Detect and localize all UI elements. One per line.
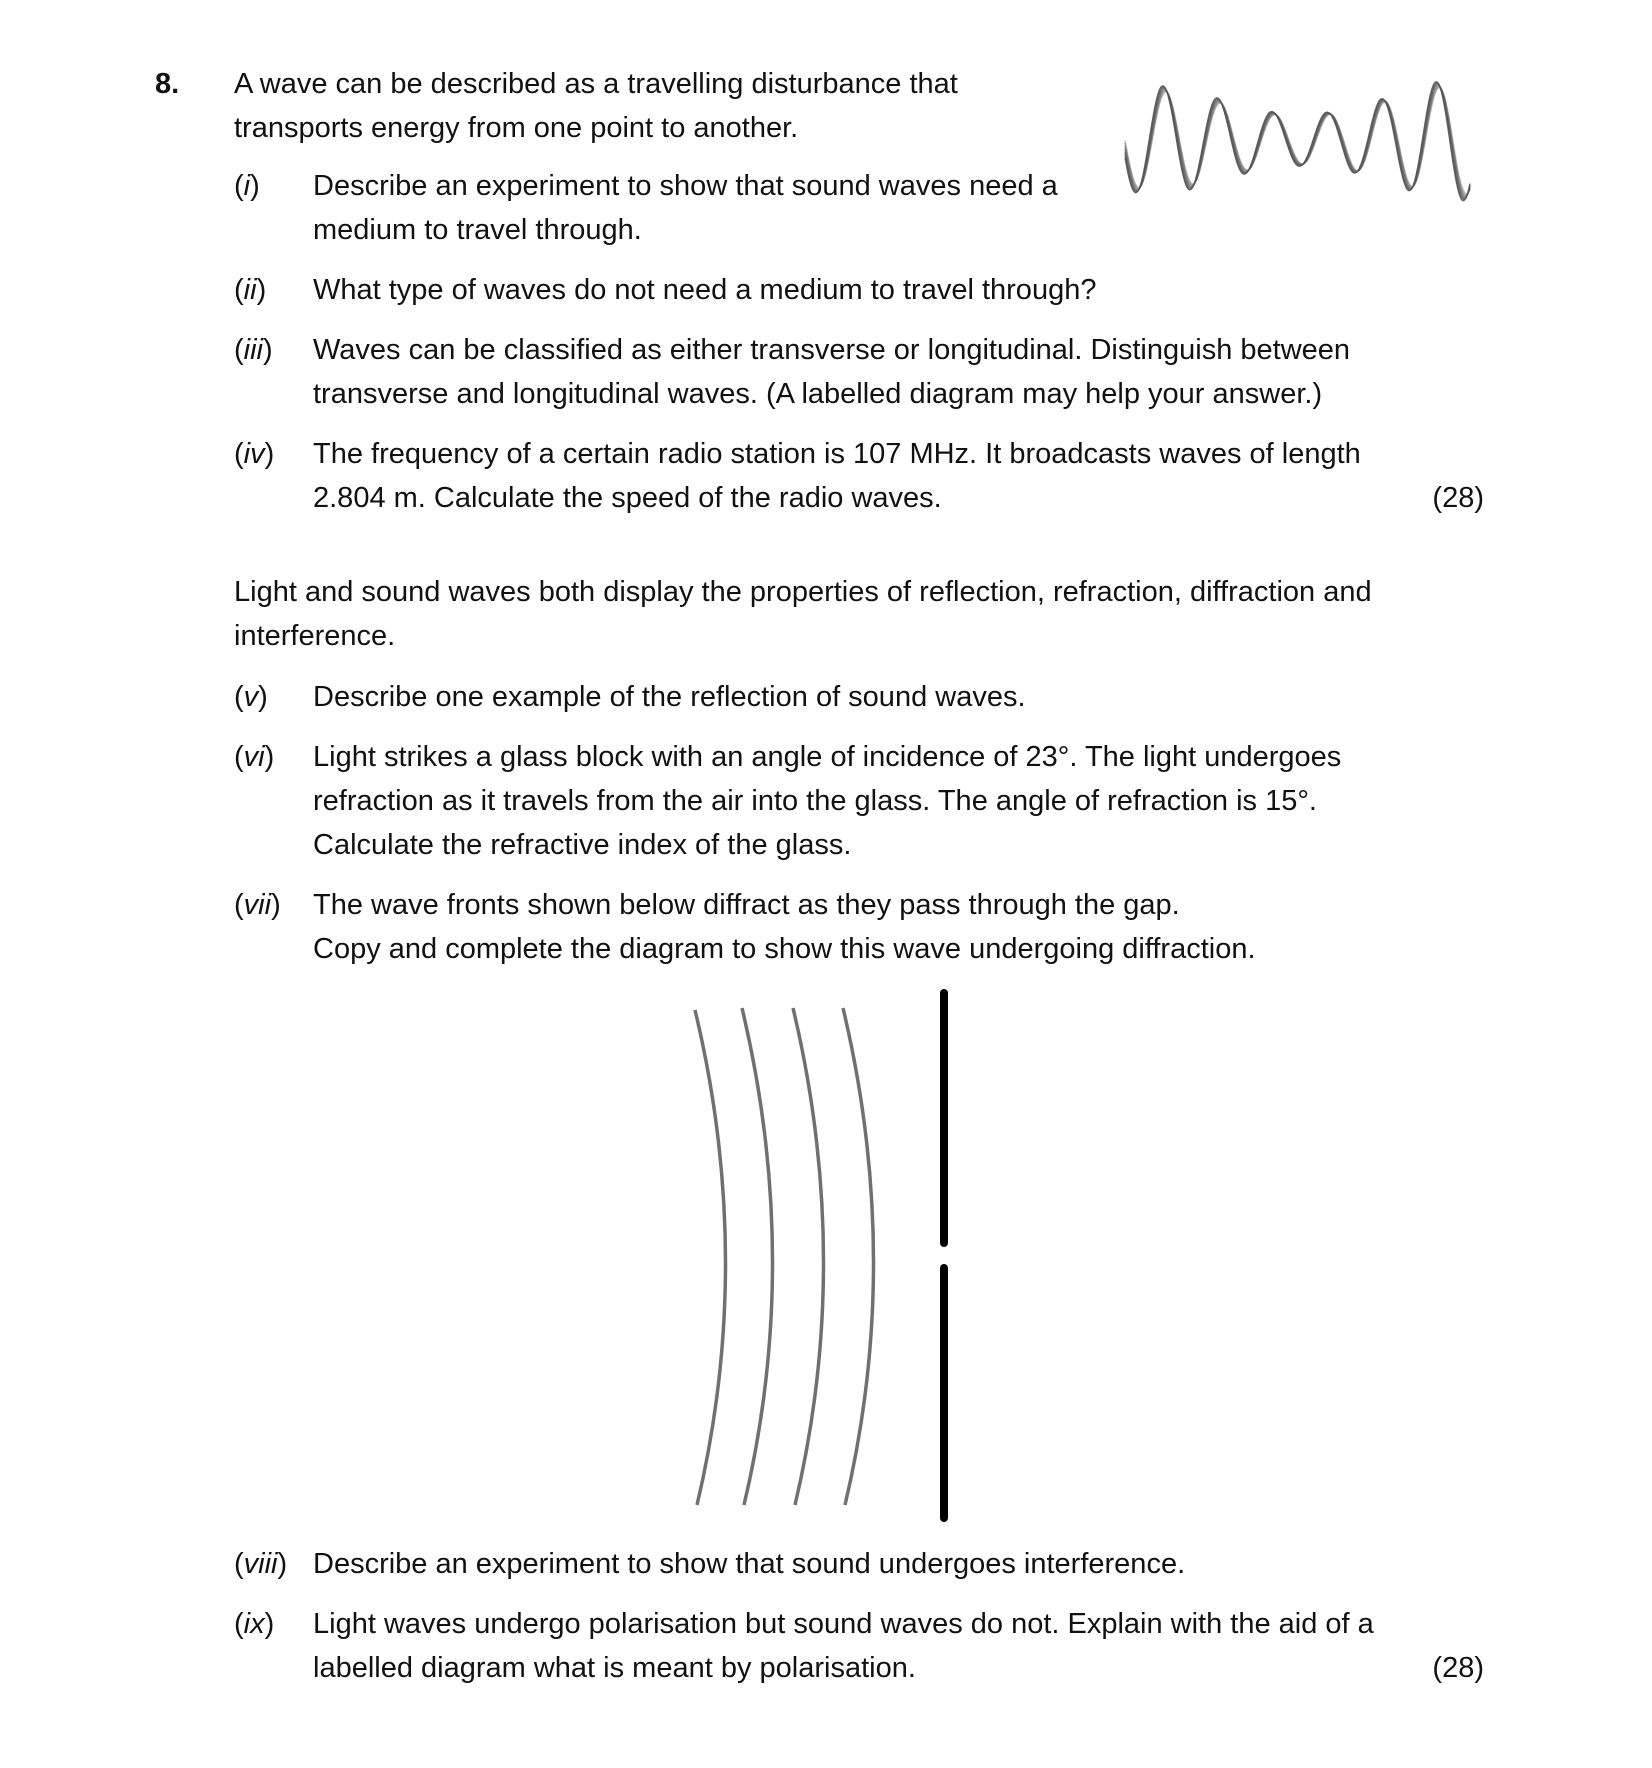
part-iv-line-1: The frequency of a certain radio station is 107 MHz. It broadcasts waves of length xyxy=(313,438,1361,470)
part-viii-line-1: Describe an experiment to show that sound undergoes interference. xyxy=(313,1548,1186,1580)
part-label-ix: (ix) xyxy=(234,1608,275,1640)
part-ix-line-1: Light waves undergo polarisation but sound waves do not. Explain with the aid of a xyxy=(313,1608,1374,1640)
part-label-vii: (vii) xyxy=(234,889,281,921)
part-i-line-1: Describe an experiment to show that sound waves need a xyxy=(313,170,1058,202)
part-label-iii: (iii) xyxy=(234,334,273,366)
part-i-line-2: medium to travel through. xyxy=(313,214,642,246)
section2-intro-line-1: Light and sound waves both display the properties of reflection, refraction, diffraction and xyxy=(234,576,1372,608)
part-vi-line-3: Calculate the refractive index of the glass. xyxy=(313,829,852,861)
intro-line-1: A wave can be described as a travelling disturbance that xyxy=(234,68,958,100)
question-number: 8. xyxy=(155,68,180,100)
part-iv-line-2: 2.804 m. Calculate the speed of the radio waves. xyxy=(313,482,942,514)
intro-line-2: transports energy from one point to another. xyxy=(234,112,799,144)
part-vii-line-2: Copy and complete the diagram to show this wave undergoing diffraction. xyxy=(313,933,1256,965)
part-label-vi: (vi) xyxy=(234,741,275,773)
part-label-i: (i) xyxy=(234,170,260,202)
marks-first-section: (28) xyxy=(1432,482,1484,514)
part-iii-line-1: Waves can be classified as either transverse or longitudinal. Distinguish between xyxy=(313,334,1351,366)
part-label-iv: (iv) xyxy=(234,438,275,470)
part-iii-line-2: transverse and longitudinal waves. (A labelled diagram may help your answer.) xyxy=(313,378,1323,410)
wavefront-2 xyxy=(742,1008,773,1505)
part-vi-line-1: Light strikes a glass block with an angle of incidence of 23°. The light undergoes xyxy=(313,741,1342,773)
wavefront-1 xyxy=(695,1010,726,1505)
part-label-v: (v) xyxy=(234,681,268,713)
part-v-line-1: Describe one example of the reflection of sound waves. xyxy=(313,681,1026,713)
part-label-viii: (viii) xyxy=(234,1548,288,1580)
part-ii-line-1: What type of waves do not need a medium to travel through? xyxy=(313,274,1097,306)
section2-intro-line-2: interference. xyxy=(234,620,396,652)
part-vii-line-1: The wave fronts shown below diffract as they pass through the gap. xyxy=(313,889,1180,921)
part-label-ii: (ii) xyxy=(234,274,267,306)
wavefront-4 xyxy=(843,1008,874,1505)
part-ix-line-2: labelled diagram what is meant by polarisation. xyxy=(313,1652,916,1684)
wavefront-3 xyxy=(793,1008,824,1505)
marks-second-section: (28) xyxy=(1432,1652,1484,1684)
part-vi-line-2: refraction as it travels from the air into the glass. The angle of refraction is 15°. xyxy=(313,785,1317,817)
